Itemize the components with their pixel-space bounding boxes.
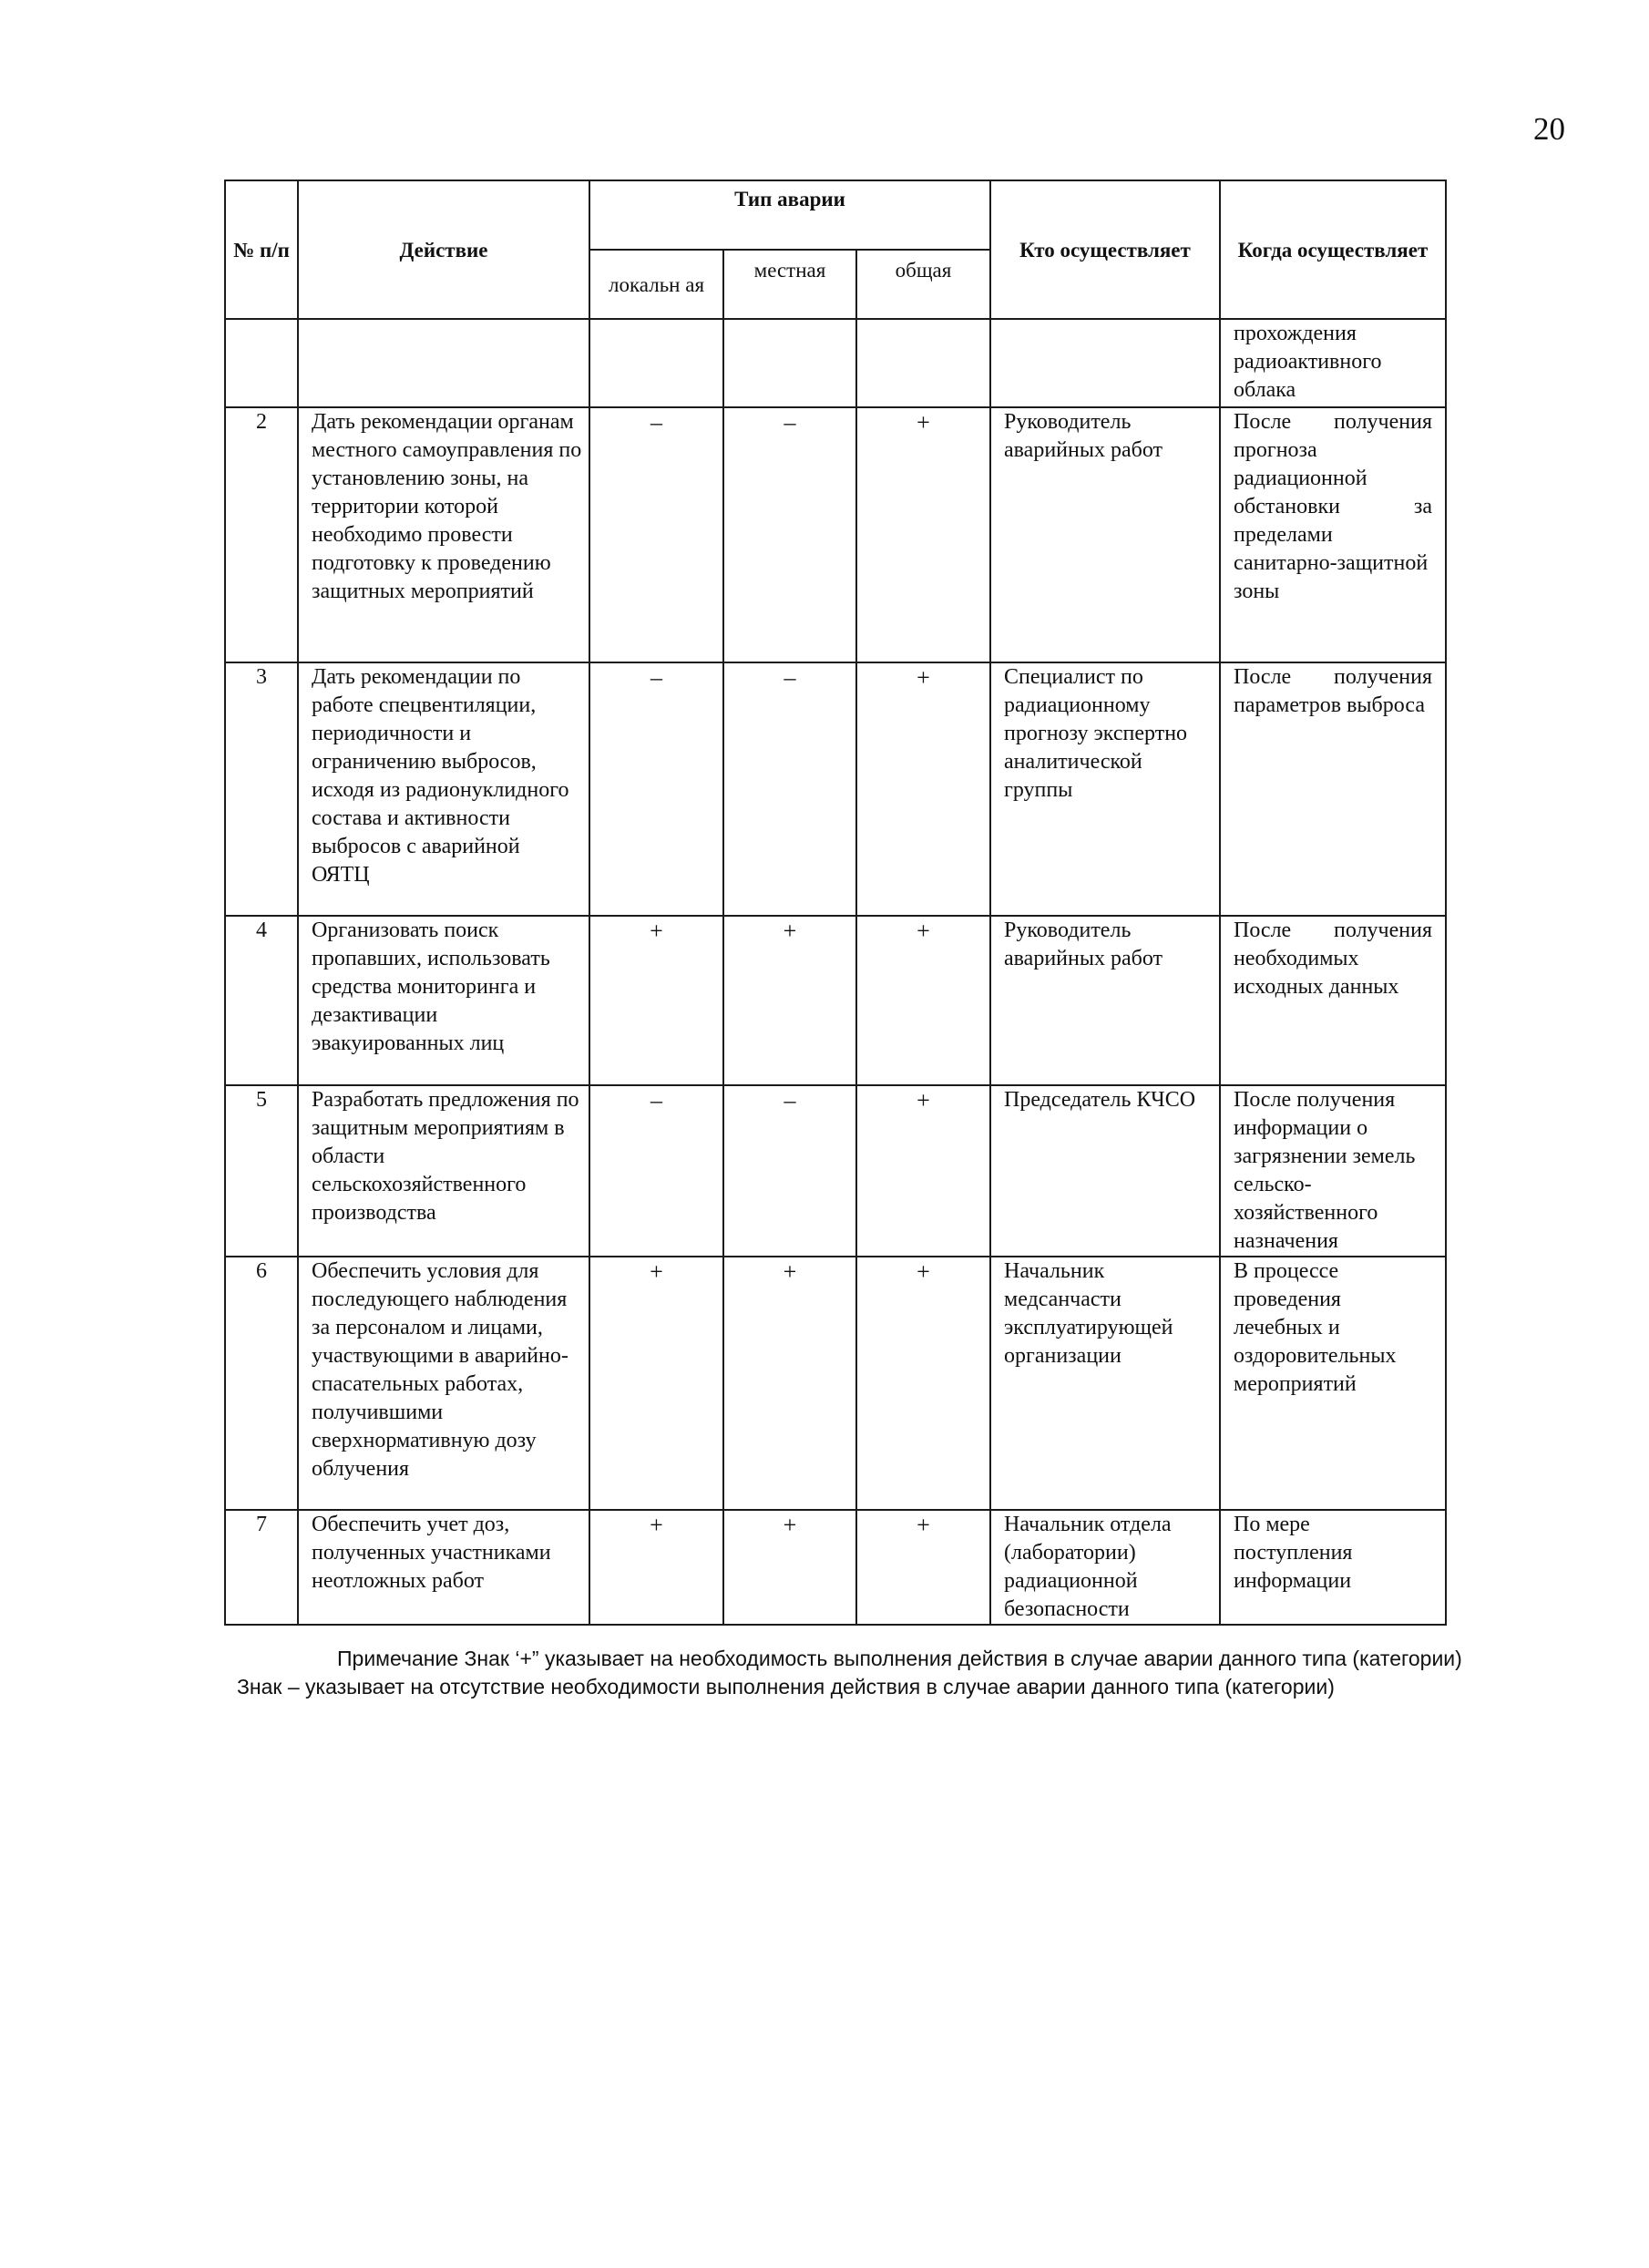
header-accident-type: Тип аварии: [589, 180, 990, 250]
row-regional: –: [723, 1085, 856, 1257]
row-who: Председатель КЧСО: [990, 1085, 1220, 1257]
header-regional: местная: [723, 250, 856, 319]
row-regional: [723, 319, 856, 407]
row-when: После получения прогноза радиационной обстановки за пределами санитарно-защитной зоны: [1220, 407, 1446, 662]
row-when: прохождения радиоактивного облака: [1220, 319, 1446, 407]
row-when: По мере поступления информации: [1220, 1510, 1446, 1625]
row-general: +: [856, 1510, 990, 1625]
row-num: [225, 319, 298, 407]
row-num: 5: [225, 1085, 298, 1257]
row-local: +: [589, 1510, 723, 1625]
row-num: 3: [225, 662, 298, 916]
table-row: [225, 319, 1446, 407]
row-action: Разработать предложения по защитным мероприятиям в области сельскохозяйственного производства: [298, 1085, 589, 1257]
row-action: Обеспечить учет доз, полученных участниками неотложных работ: [298, 1510, 589, 1625]
table-row: [225, 1257, 1446, 1510]
header-general: общая: [856, 250, 990, 319]
row-when: После получения необходимых исходных данных: [1220, 916, 1446, 1085]
row-who: Руководитель аварийных работ: [990, 407, 1220, 662]
row-who: [990, 319, 1220, 407]
row-action: [298, 319, 589, 407]
row-who: Руководитель аварийных работ: [990, 916, 1220, 1085]
page-number: 20: [1533, 111, 1565, 147]
table-row: [225, 662, 1446, 916]
row-general: +: [856, 662, 990, 916]
row-regional: +: [723, 1510, 856, 1625]
row-who: Начальник медсанчасти эксплуатирующей организации: [990, 1257, 1220, 1510]
header-action: Действие: [298, 180, 589, 319]
row-general: [856, 319, 990, 407]
row-local: +: [589, 916, 723, 1085]
row-action: Организовать поиск пропавших, использовать средства мониторинга и дезактивации эвакуированных лиц: [298, 916, 589, 1085]
row-num: 2: [225, 407, 298, 662]
table-row: [225, 1085, 1446, 1257]
row-action: Обеспечить условия для последующего наблюдения за персоналом и лицами, участвующими в аварийно-спасательных работах, получившими сверхнормативную дозу облучения: [298, 1257, 589, 1510]
footnote: [237, 1645, 1558, 1701]
row-num: 6: [225, 1257, 298, 1510]
row-regional: –: [723, 407, 856, 662]
row-general: +: [856, 916, 990, 1085]
header-local: локальн ая: [589, 250, 723, 319]
row-regional: +: [723, 1257, 856, 1510]
row-num: 4: [225, 916, 298, 1085]
header-when: Когда осуществляет: [1220, 180, 1446, 319]
row-action: Дать рекомендации органам местного самоуправления по установлению зоны, на территории которой необходимо провести подготовку к проведению защитных мероприятий: [298, 407, 589, 662]
row-general: +: [856, 407, 990, 662]
row-num: 7: [225, 1510, 298, 1625]
table-row: [225, 407, 1446, 662]
row-local: –: [589, 662, 723, 916]
row-regional: –: [723, 662, 856, 916]
row-when: В процессе проведения лечебных и оздоровительных мероприятий: [1220, 1257, 1446, 1510]
row-local: [589, 319, 723, 407]
row-who: Специалист по радиационному прогнозу экспертно аналитической группы: [990, 662, 1220, 916]
row-who: Начальник отдела (лаборатории) радиационной безопасности: [990, 1510, 1220, 1625]
header-who: Кто осуществляет: [990, 180, 1220, 319]
footnote-line-minus: Знак – указывает на отсутствие необходимости выполнения действия в случае аварии данного типа (категории): [237, 1675, 1335, 1698]
accident-actions-table: [224, 180, 1447, 1626]
row-general: +: [856, 1085, 990, 1257]
row-action: Дать рекомендации по работе спецвентиляции, периодичности и ограничению выбросов, исходя из радионуклидного состава и активности выбросов с аварийной ОЯТЦ: [298, 662, 589, 916]
table-row: [225, 1510, 1446, 1625]
row-local: –: [589, 1085, 723, 1257]
table-row: [225, 916, 1446, 1085]
footnote-line-plus: Примечание Знак ‘+” указывает на необходимость выполнения действия в случае аварии данного типа (категории): [337, 1647, 1462, 1670]
row-regional: +: [723, 916, 856, 1085]
row-local: +: [589, 1257, 723, 1510]
row-when: После получения информации о загрязнении земель сельско-хозяйственного назначения: [1220, 1085, 1446, 1257]
header-num: № п/п: [225, 180, 298, 319]
row-when: После получения параметров выброса: [1220, 662, 1446, 916]
row-local: –: [589, 407, 723, 662]
row-general: +: [856, 1257, 990, 1510]
